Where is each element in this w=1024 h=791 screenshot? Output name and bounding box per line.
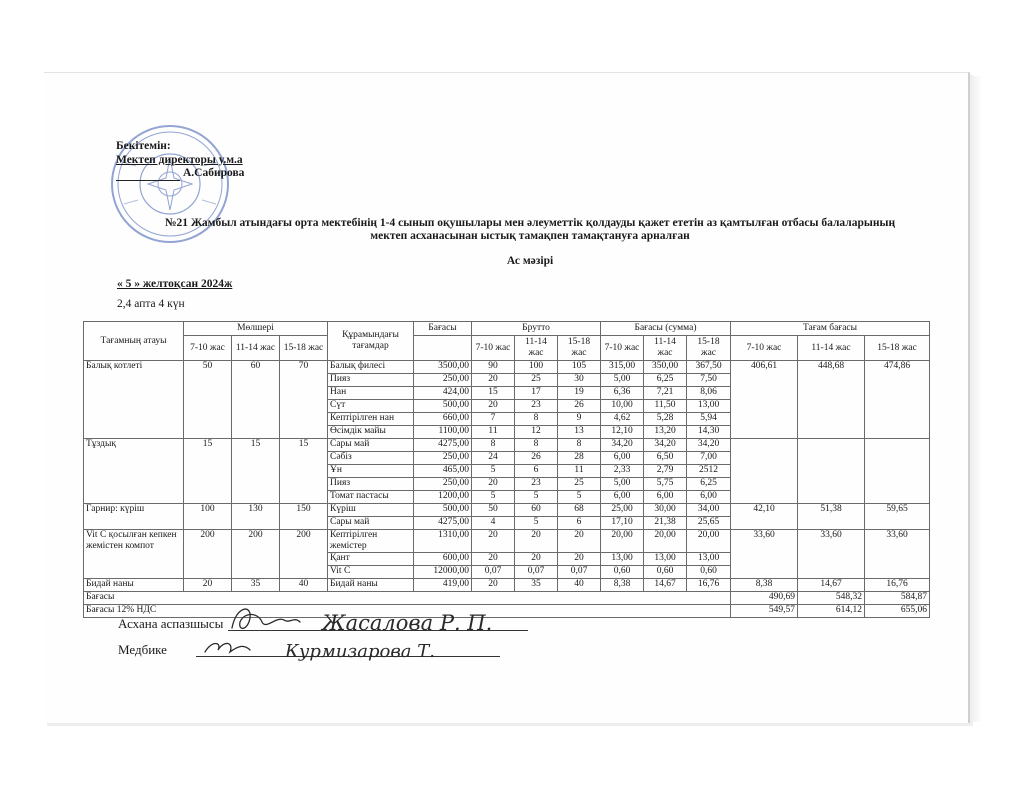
sum-cell: 14,30	[687, 426, 731, 439]
gross-cell: 0,07	[515, 566, 558, 579]
table-row	[84, 579, 930, 592]
ingredient-name: Балық филесі	[328, 361, 414, 374]
sum-cell: 17,10	[601, 517, 644, 530]
gross-cell: 8	[472, 439, 515, 452]
sum-cell: 6,36	[601, 387, 644, 400]
gross-cell: 15	[472, 387, 515, 400]
gross-cell: 28	[558, 452, 601, 465]
dish-amount-cell: 130	[232, 504, 280, 530]
header-sum-age-15-18: 15-18 жас	[687, 336, 731, 361]
gross-cell: 105	[558, 361, 601, 374]
sum-cell: 7,50	[687, 374, 731, 387]
ingredient-price: 1100,00	[414, 426, 472, 439]
ingredient-price: 660,00	[414, 413, 472, 426]
dish-price-cell: 33,60	[798, 530, 865, 579]
gross-cell: 7	[472, 413, 515, 426]
header-gross-age-15-18: 15-18 жас	[558, 336, 601, 361]
page-edge-shadow	[972, 76, 982, 722]
nurse-handwritten-name: Курмизарова Т.	[285, 641, 435, 662]
gross-cell: 20	[472, 478, 515, 491]
dish-amount-cell: 150	[280, 504, 328, 530]
header-amount-age-11-14: 11-14 жас	[232, 336, 280, 361]
header-amount: Мөлшері	[184, 322, 328, 336]
header-price-blank	[414, 336, 472, 361]
sum-cell: 11,50	[644, 400, 687, 413]
dish-name: Бидай наны	[84, 579, 184, 592]
gross-cell: 8	[515, 413, 558, 426]
ingredient-name: Томат пастасы	[328, 491, 414, 504]
header-dish-price-age-11-14: 11-14 жас	[798, 336, 865, 361]
gross-cell: 8	[515, 439, 558, 452]
dish-price-cell	[731, 439, 798, 504]
gross-cell: 100	[515, 361, 558, 374]
header-dish-price-age-15-18: 15-18 жас	[865, 336, 930, 361]
sum-cell: 20,00	[601, 530, 644, 553]
sum-cell: 13,20	[644, 426, 687, 439]
approval-label: Бекітемін:	[116, 140, 171, 152]
gross-cell: 0,07	[558, 566, 601, 579]
sum-cell: 10,00	[601, 400, 644, 413]
dish-amount-cell: 100	[184, 504, 232, 530]
gross-cell: 0,07	[472, 566, 515, 579]
dish-price-cell: 16,76	[865, 579, 930, 592]
dish-price-cell: 33,60	[731, 530, 798, 579]
ingredient-name: Бидай наны	[328, 579, 414, 592]
sum-cell: 2,33	[601, 465, 644, 478]
dish-amount-cell: 15	[232, 439, 280, 504]
ingredient-name: Пияз	[328, 478, 414, 491]
header-sum-age-7-10: 7-10 жас	[601, 336, 644, 361]
sum-cell: 20,00	[644, 530, 687, 553]
dish-amount-cell: 50	[184, 361, 232, 439]
ingredient-name: Нан	[328, 387, 414, 400]
ingredient-price: 1200,00	[414, 491, 472, 504]
dish-name: Vit C қосылған кепкен жемістен компот	[84, 530, 184, 579]
dish-amount-cell: 35	[232, 579, 280, 592]
dish-price-cell: 51,38	[798, 504, 865, 530]
sum-cell: 14,67	[644, 579, 687, 592]
gross-cell: 35	[515, 579, 558, 592]
gross-cell: 20	[515, 530, 558, 553]
document-title-line1: №21 Жамбыл атындағы орта мектебінің 1-4 сынып оқушылары мен әлеуметтік қолдауды қажет ететін аз қамтылған отбасы балаларының	[164, 217, 896, 229]
header-gross: Брутто	[472, 322, 601, 336]
gross-cell: 40	[558, 579, 601, 592]
sum-cell: 367,50	[687, 361, 731, 374]
dish-amount-cell: 40	[280, 579, 328, 592]
ingredient-name: Қант	[328, 553, 414, 566]
dish-amount-cell: 200	[280, 530, 328, 579]
gross-cell: 4	[472, 517, 515, 530]
ingredient-price: 250,00	[414, 452, 472, 465]
totals-label: Бағасы	[84, 592, 731, 605]
totals-value: 614,12	[798, 605, 865, 618]
cook-handwritten-name: Жасалова Р. П.	[322, 611, 493, 635]
totals-row	[84, 592, 930, 605]
ingredient-name: Кептірілген нан	[328, 413, 414, 426]
totals-value: 548,32	[798, 592, 865, 605]
gross-cell: 30	[558, 374, 601, 387]
dish-amount-cell: 20	[184, 579, 232, 592]
sum-cell: 5,00	[601, 374, 644, 387]
sum-cell: 5,00	[601, 478, 644, 491]
header-amount-age-15-18: 15-18 жас	[280, 336, 328, 361]
gross-cell: 50	[472, 504, 515, 517]
dish-name: Балық котлеті	[84, 361, 184, 439]
sum-cell: 2512	[687, 465, 731, 478]
sum-cell: 7,21	[644, 387, 687, 400]
dish-price-cell: 14,67	[798, 579, 865, 592]
gross-cell: 68	[558, 504, 601, 517]
ingredient-price: 500,00	[414, 400, 472, 413]
sum-cell: 13,00	[601, 553, 644, 566]
ingredient-price: 1310,00	[414, 530, 472, 553]
ingredient-price: 12000,00	[414, 566, 472, 579]
sum-cell: 34,20	[687, 439, 731, 452]
sum-cell: 8,38	[601, 579, 644, 592]
sum-cell: 12,10	[601, 426, 644, 439]
header-dish-price-age-7-10: 7-10 жас	[731, 336, 798, 361]
sum-cell: 16,76	[687, 579, 731, 592]
ingredient-price: 4275,00	[414, 517, 472, 530]
totals-value: 584,87	[865, 592, 930, 605]
week-day-label: 2,4 апта 4 күн	[117, 298, 185, 310]
gross-cell: 5	[472, 491, 515, 504]
sum-cell: 30,00	[644, 504, 687, 517]
ingredient-price: 500,00	[414, 504, 472, 517]
gross-cell: 5	[515, 517, 558, 530]
totals-label: Бағасы 12% НДС	[84, 605, 731, 618]
gross-cell: 20	[472, 530, 515, 553]
gross-cell: 23	[515, 400, 558, 413]
ingredient-name: Сары май	[328, 517, 414, 530]
gross-cell: 5	[515, 491, 558, 504]
dish-price-cell: 42,10	[731, 504, 798, 530]
sum-cell: 34,00	[687, 504, 731, 517]
gross-cell: 24	[472, 452, 515, 465]
gross-cell: 12	[515, 426, 558, 439]
menu-table-body	[84, 361, 930, 618]
nurse-signature-label: Медбике	[118, 642, 167, 657]
cook-signature-label: Асхана аспазшысы	[118, 616, 224, 631]
approver-signature-blank	[116, 169, 180, 181]
gross-cell: 6	[558, 517, 601, 530]
gross-cell: 20	[472, 579, 515, 592]
cook-signature-line	[228, 630, 528, 631]
sum-cell: 350,00	[644, 361, 687, 374]
sum-cell: 0,60	[687, 566, 731, 579]
ingredient-price: 419,00	[414, 579, 472, 592]
gross-cell: 20	[472, 400, 515, 413]
ingredient-name: Кептірілген жемістер	[328, 530, 414, 553]
gross-cell: 26	[515, 452, 558, 465]
sum-cell: 8,06	[687, 387, 731, 400]
gross-cell: 25	[558, 478, 601, 491]
gross-cell: 26	[558, 400, 601, 413]
table-row	[84, 361, 930, 374]
sum-cell: 6,25	[687, 478, 731, 491]
dish-amount-cell: 60	[232, 361, 280, 439]
header-dish-price: Тағам бағасы	[731, 322, 930, 336]
sum-cell: 21,38	[644, 517, 687, 530]
gross-cell: 17	[515, 387, 558, 400]
gross-cell: 5	[558, 491, 601, 504]
dish-price-cell	[798, 439, 865, 504]
gross-cell: 8	[558, 439, 601, 452]
totals-value: 549,57	[731, 605, 798, 618]
sum-cell: 5,28	[644, 413, 687, 426]
ingredient-price: 250,00	[414, 374, 472, 387]
header-gross-age-7-10: 7-10 жас	[472, 336, 515, 361]
sum-cell: 2,79	[644, 465, 687, 478]
sum-cell: 5,75	[644, 478, 687, 491]
gross-cell: 5	[472, 465, 515, 478]
sum-cell: 6,00	[687, 491, 731, 504]
sum-cell: 13,00	[644, 553, 687, 566]
dish-price-cell: 59,65	[865, 504, 930, 530]
table-row	[84, 439, 930, 452]
gross-cell: 20	[472, 374, 515, 387]
ingredient-price: 3500,00	[414, 361, 472, 374]
sum-cell: 5,94	[687, 413, 731, 426]
table-row	[84, 504, 930, 517]
dish-price-cell: 33,60	[865, 530, 930, 579]
gross-cell: 11	[472, 426, 515, 439]
header-dish: Тағамның атауы	[84, 322, 184, 361]
ingredient-name: Сәбіз	[328, 452, 414, 465]
gross-cell: 6	[515, 465, 558, 478]
dish-amount-cell: 200	[232, 530, 280, 579]
approver-name-row	[116, 167, 244, 181]
header-gross-age-11-14: 11-14 жас	[515, 336, 558, 361]
header-sum-age-11-14: 11-14 жас	[644, 336, 687, 361]
totals-value: 490,69	[731, 592, 798, 605]
gross-cell: 11	[558, 465, 601, 478]
ingredient-name: Күріш	[328, 504, 414, 517]
dish-amount-cell: 15	[280, 439, 328, 504]
nurse-signature-line	[196, 656, 500, 657]
ingredient-price: 465,00	[414, 465, 472, 478]
gross-cell: 23	[515, 478, 558, 491]
gross-cell: 90	[472, 361, 515, 374]
sum-cell: 6,00	[644, 491, 687, 504]
menu-date: « 5 » желтоқсан 2024ж	[117, 278, 233, 290]
sum-cell: 0,60	[644, 566, 687, 579]
ingredient-name: Vit C	[328, 566, 414, 579]
header-amount-age-7-10: 7-10 жас	[184, 336, 232, 361]
document-heading: Ас мәзірі	[506, 255, 554, 267]
sum-cell: 20,00	[687, 530, 731, 553]
ingredient-price: 250,00	[414, 478, 472, 491]
ingredient-price: 4275,00	[414, 439, 472, 452]
dish-name: Тұздық	[84, 439, 184, 504]
sum-cell: 7,00	[687, 452, 731, 465]
sum-cell: 13,00	[687, 553, 731, 566]
sum-cell: 34,20	[601, 439, 644, 452]
gross-cell: 20	[472, 553, 515, 566]
gross-cell: 20	[558, 553, 601, 566]
gross-cell: 60	[515, 504, 558, 517]
ingredient-name: Ұн	[328, 465, 414, 478]
dish-amount-cell: 70	[280, 361, 328, 439]
dish-price-cell: 8,38	[731, 579, 798, 592]
totals-value: 655,06	[865, 605, 930, 618]
sum-cell: 0,60	[601, 566, 644, 579]
dish-price-cell: 448,68	[798, 361, 865, 439]
gross-cell: 9	[558, 413, 601, 426]
ingredient-price: 600,00	[414, 553, 472, 566]
dish-price-cell: 474,86	[865, 361, 930, 439]
gross-cell: 13	[558, 426, 601, 439]
approver-position: Мектеп директоры у.м.а	[116, 153, 243, 166]
sum-cell: 25,00	[601, 504, 644, 517]
ingredient-name: Сары май	[328, 439, 414, 452]
gross-cell: 20	[558, 530, 601, 553]
sum-cell: 315,00	[601, 361, 644, 374]
gross-cell: 20	[515, 553, 558, 566]
dish-price-cell: 406,61	[731, 361, 798, 439]
sum-cell: 6,25	[644, 374, 687, 387]
approval-block	[116, 140, 244, 181]
sum-cell: 6,50	[644, 452, 687, 465]
approver-name: А.Сабирова	[183, 167, 245, 179]
menu-table	[83, 321, 930, 618]
header-sum: Бағасы (сумма)	[601, 322, 731, 336]
table-row	[84, 530, 930, 553]
ingredient-name: Сүт	[328, 400, 414, 413]
header-ingredients: Құрамындағы тағамдар	[328, 322, 414, 361]
gross-cell: 25	[515, 374, 558, 387]
dish-name: Гарнир: күріш	[84, 504, 184, 530]
ingredient-price: 424,00	[414, 387, 472, 400]
ingredient-name: Пияз	[328, 374, 414, 387]
sum-cell: 6,00	[601, 491, 644, 504]
dish-amount-cell: 15	[184, 439, 232, 504]
sum-cell: 6,00	[601, 452, 644, 465]
sum-cell: 13,00	[687, 400, 731, 413]
document-title-line2: мектеп асханасынан ыстық тамақпен тамақтануға арналған	[370, 230, 690, 242]
sum-cell: 34,20	[644, 439, 687, 452]
dish-amount-cell: 200	[184, 530, 232, 579]
header-price: Бағасы	[414, 322, 472, 336]
sum-cell: 4,62	[601, 413, 644, 426]
sum-cell: 25,65	[687, 517, 731, 530]
ingredient-name: Өсімдік майы	[328, 426, 414, 439]
dish-price-cell	[865, 439, 930, 504]
gross-cell: 19	[558, 387, 601, 400]
